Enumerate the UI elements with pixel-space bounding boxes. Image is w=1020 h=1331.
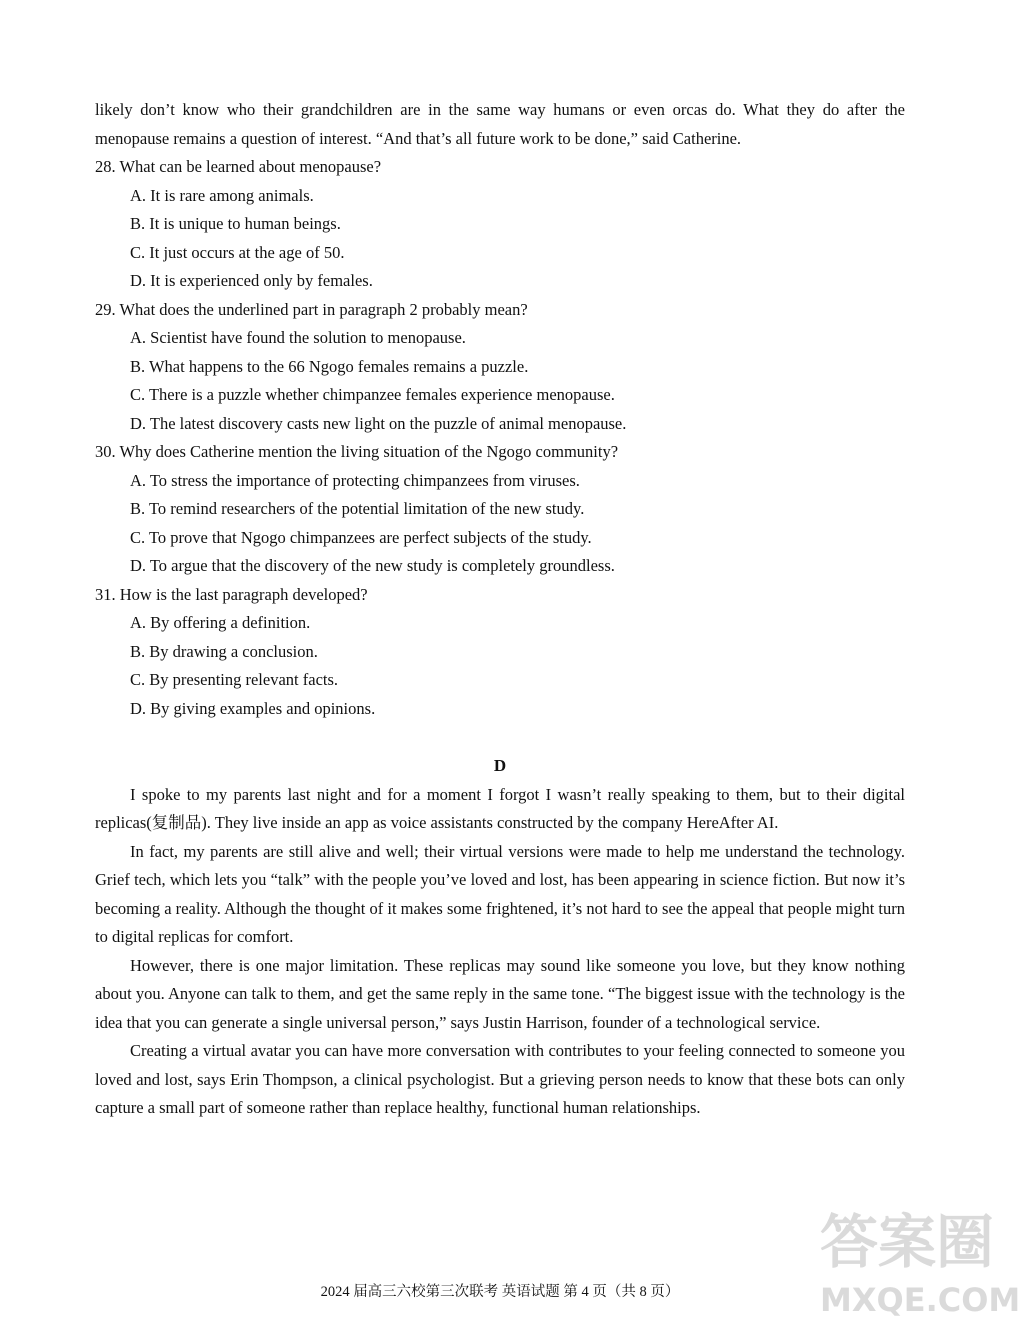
- option-b: B. It is unique to human beings.: [130, 214, 341, 233]
- question-stem: 28. What can be learned about menopause?: [95, 157, 382, 176]
- passage-d-paragraph-1: I spoke to my parents last night and for a moment I forgot I wasn’t really speaking to them, but to their digital replicas(复制品). They live inside an app as voice assistants constructed by the company HereAfter AI.: [95, 784, 905, 832]
- option-a: A. Scientist have found the solution to menopause.: [130, 328, 466, 347]
- option-c: C. To prove that Ngogo chimpanzees are perfect subjects of the study.: [130, 527, 592, 547]
- passage-d-paragraph-3: However, there is one major limitation. These replicas may sound like someone you love, but they know nothing about you. Anyone can talk to them, and get the same reply in the same tone. “The biggest issue with the technology is the idea that you can generate a single universal person,” says Justin Harrison, founder of a technological service.: [95, 955, 905, 1032]
- question-stem: 29. What does the underlined part in paragraph 2 probably mean?: [95, 299, 528, 319]
- passage-d-paragraph-2: In fact, my parents are still alive and well; their virtual versions were made to help me understand the technology. Grief tech, which lets you “talk” with the people you’ve loved and lost, has been appearing in science fiction. But now it’s becoming a reality. Although the thought of it makes some frightened, it’s not hard to see the appeal that people might turn to digital replicas for comfort.: [95, 841, 905, 946]
- option-b: B. To remind researchers of the potential limitation of the new study.: [130, 499, 585, 518]
- option-c: C. It just occurs at the age of 50.: [130, 242, 345, 262]
- option-d: D. By giving examples and opinions.: [130, 698, 376, 718]
- option-d: D. It is experienced only by females.: [130, 271, 373, 290]
- exam-page: [95, 96, 905, 1123]
- option-d: D. The latest discovery casts new light on the puzzle of animal menopause.: [130, 413, 627, 433]
- option-c: C. There is a puzzle whether chimpanzee females experience menopause.: [130, 385, 615, 404]
- question-30: [95, 438, 905, 581]
- passage-c-ending: likely don’t know who their grandchildren are in the same way humans or even orcas do. What they do after the menopause remains a question of interest. “And that’s all future work to be done,” said Catherine.: [95, 100, 905, 148]
- option-c: C. By presenting relevant facts.: [130, 670, 339, 689]
- option-a: A. To stress the importance of protecting chimpanzees from viruses.: [130, 470, 580, 490]
- section-heading-d: D: [493, 756, 507, 775]
- question-28: [95, 153, 905, 296]
- watermark-domain: MXQE.COM: [820, 1281, 1020, 1319]
- option-a: A. It is rare among animals.: [130, 185, 314, 205]
- question-stem: 30. Why does Catherine mention the living situation of the Ngogo community?: [95, 442, 619, 461]
- option-b: B. What happens to the 66 Ngogo females remains a puzzle.: [130, 356, 529, 376]
- watermark-logo: [790, 1195, 1020, 1325]
- page-footer: 2024 届高三六校第三次联考 英语试题 第 4 页（共 8 页）: [320, 1284, 680, 1300]
- passage-d-paragraph-4: Creating a virtual avatar you can have more conversation with contributes to your feeling connected to someone you loved and lost, says Erin Thompson, a clinical psychologist. But a grieving person needs to know that these bots can only capture a small part of someone rather than replace healthy, functional human relationships.: [95, 1041, 905, 1117]
- watermark-chinese: 答案圈: [820, 1208, 995, 1276]
- option-b: B. By drawing a conclusion.: [130, 641, 318, 661]
- option-a: A. By offering a definition.: [130, 613, 311, 632]
- option-d: D. To argue that the discovery of the new study is completely groundless.: [130, 556, 615, 575]
- question-29: [95, 296, 905, 439]
- question-stem: 31. How is the last paragraph developed?: [95, 584, 368, 604]
- question-31: [95, 581, 905, 724]
